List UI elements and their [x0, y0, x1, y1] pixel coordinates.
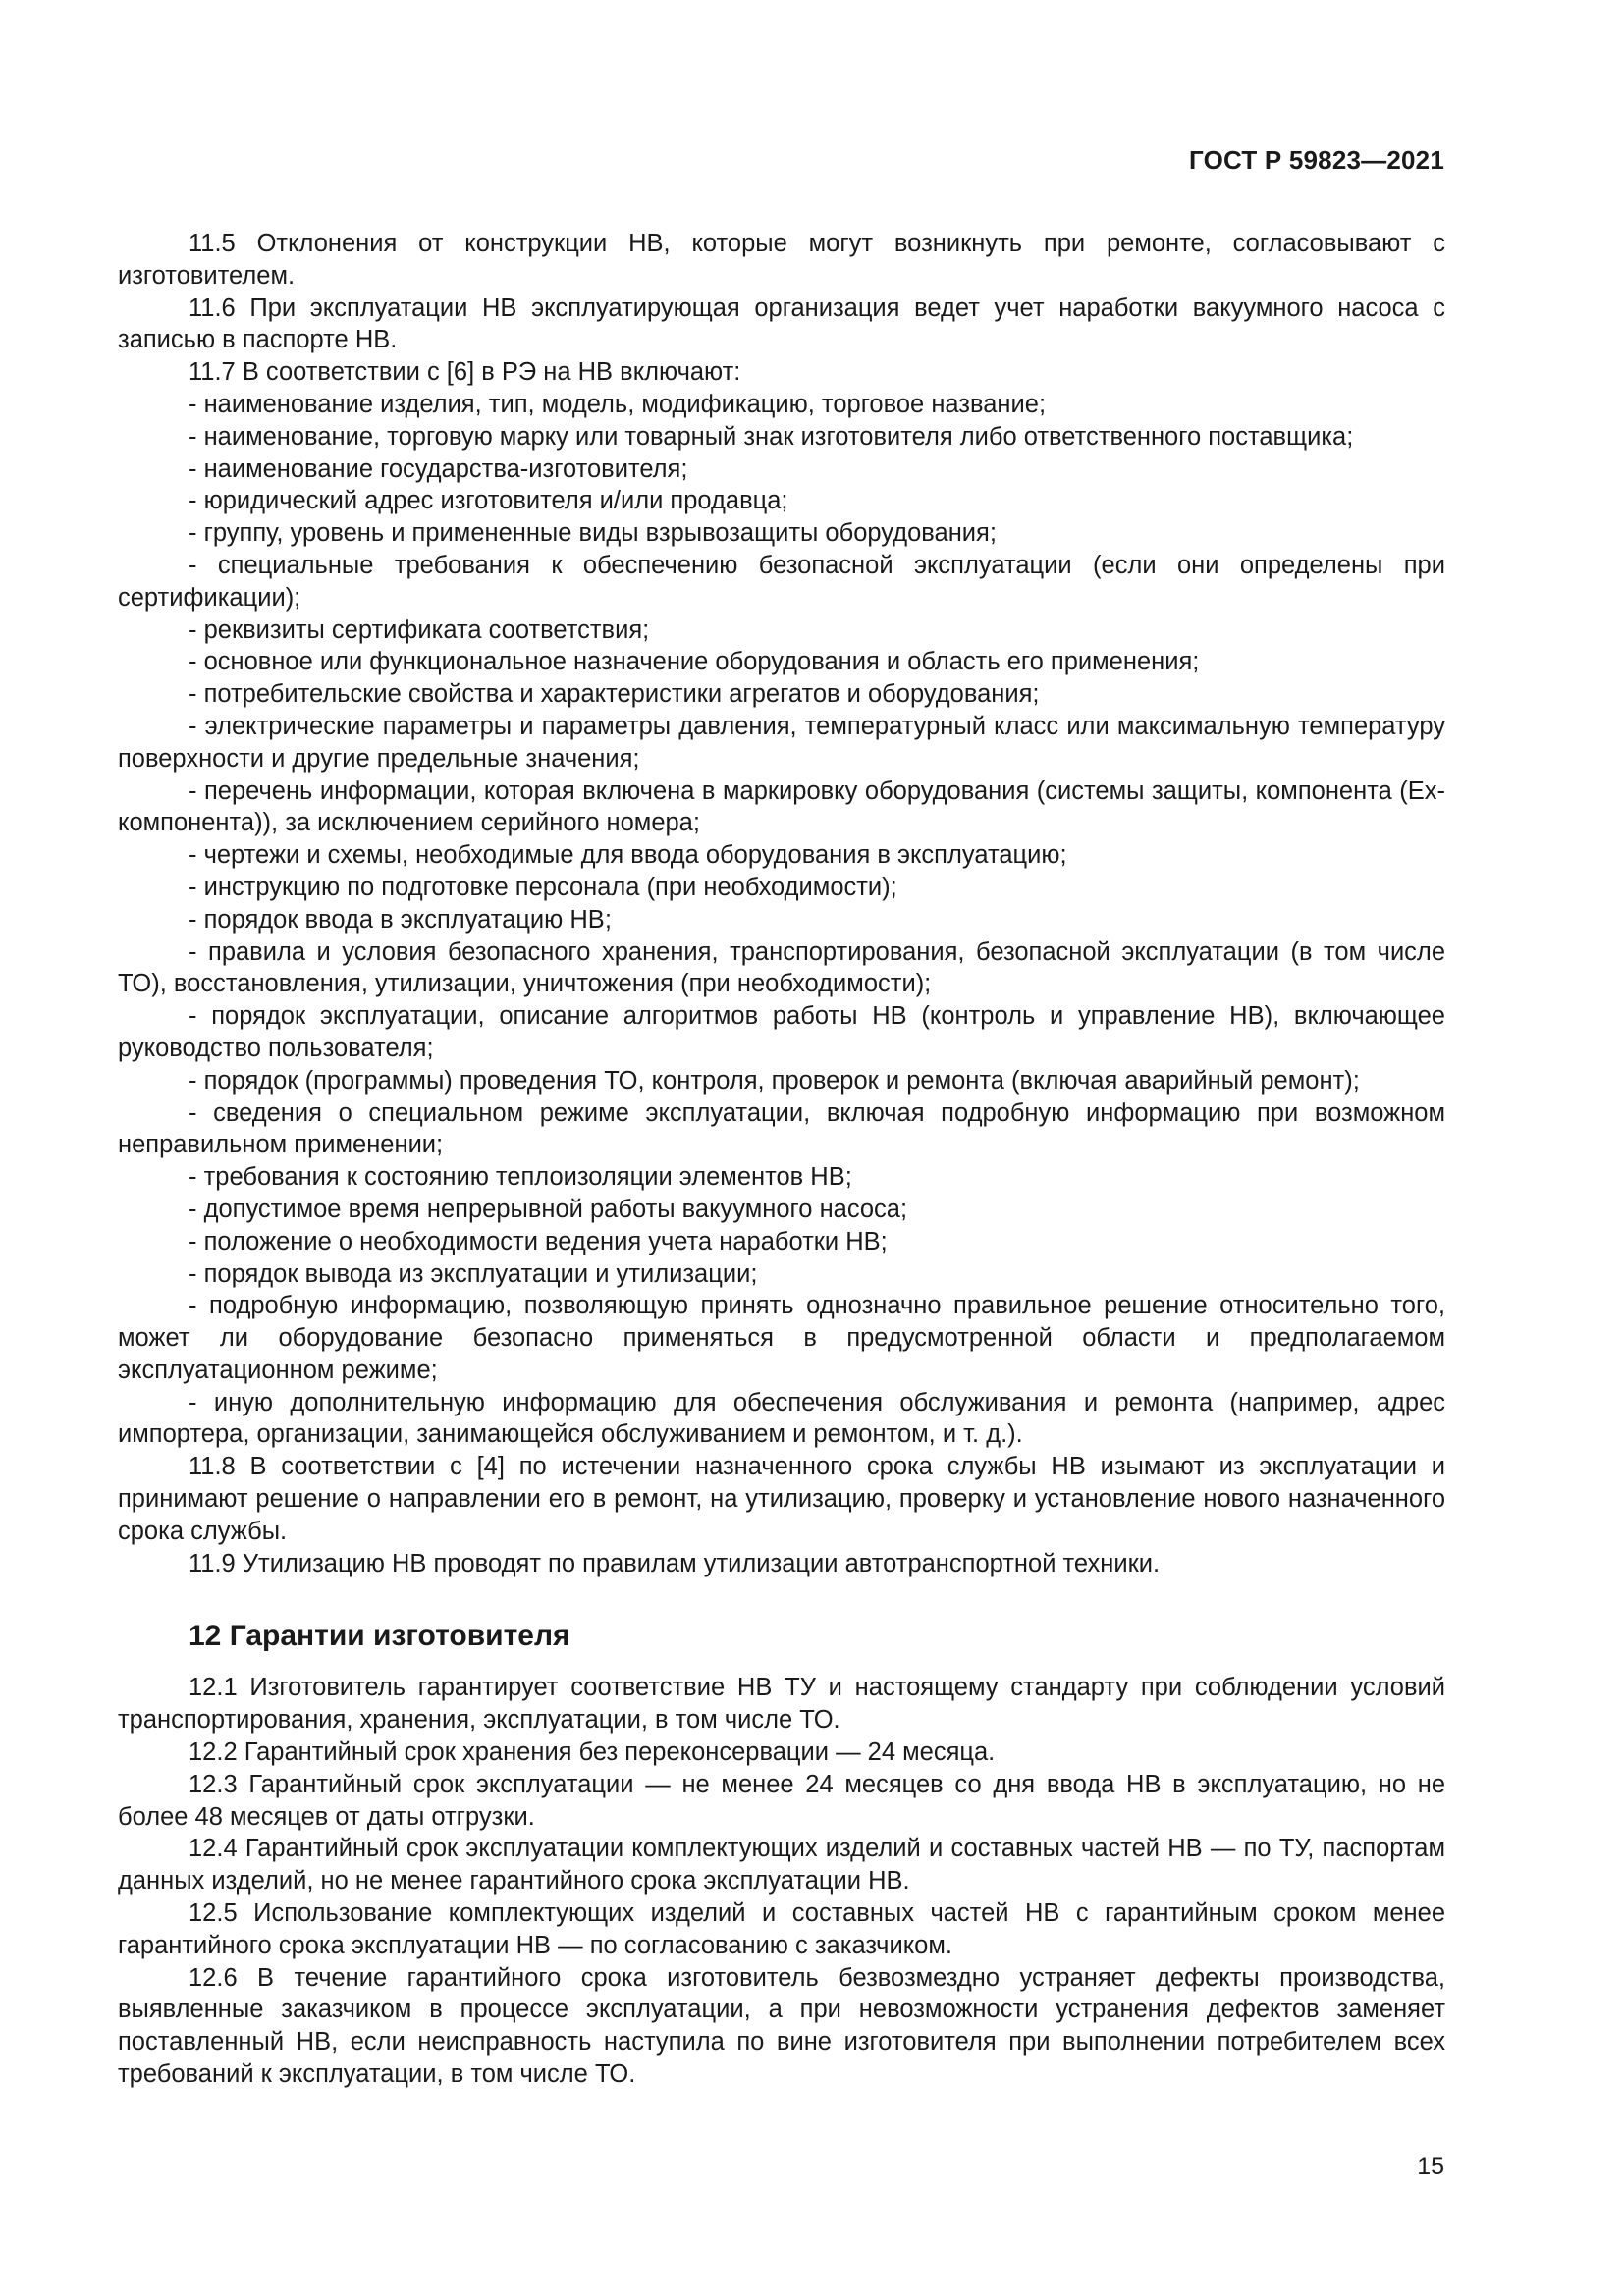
list-item: - юридический адрес изготовителя и/или продавца; [189, 487, 788, 515]
section-11-body [118, 228, 1445, 1579]
list-item: - положение о необходимости ведения учета наработки НВ; [189, 1227, 888, 1255]
list-item: - наименование государства-изготовителя; [189, 454, 688, 483]
paragraph-11-7: 11.7 В соответствии с [6] в РЭ на НВ включают: [189, 358, 741, 387]
list-item: - порядок вывода из эксплуатации и утилизации; [189, 1259, 758, 1288]
list-item: - электрические параметры и параметры давления, температурный класс или максимальную температуру поверхности и другие предельные значения; [118, 712, 1445, 773]
paragraph-12-2: 12.2 Гарантийный срок хранения без переконсервации — 24 месяца. [189, 1738, 996, 1767]
paragraph-11-6: 11.6 При эксплуатации НВ эксплуатирующая организация ведет учет наработки вакуумного насоса с записью в паспорте НВ. [118, 294, 1445, 354]
paragraph-12-3: 12.3 Гарантийный срок эксплуатации — не менее 24 месяцев со дня ввода НВ в эксплуатацию, но не более 48 месяцев от даты отгрузки. [118, 1770, 1445, 1831]
list-item: - наименование, торговую марку или товарный знак изготовителя либо ответственного поставщика; [189, 422, 1354, 451]
list-item: - правила и условия безопасного хранения, транспортирования, безопасной эксплуатации (в том числе ТО), восстановления, утилизации, уничтожения (при необходимости); [118, 937, 1445, 998]
page-number: 15 [1417, 2153, 1444, 2180]
list-item: - чертежи и схемы, необходимые для ввода оборудования в эксплуатацию; [189, 841, 1067, 870]
list-item: - иную дополнительную информацию для обеспечения обслуживания и ремонта (например, адрес импортера, организации, занимающейся обслуживанием и ремонтом, и т. д.). [118, 1388, 1445, 1449]
paragraph-12-4: 12.4 Гарантийный срок эксплуатации комплектующих изделий и составных частей НВ — по ТУ, паспортам данных изделий, но не менее гарантийного срока эксплуатации НВ. [118, 1835, 1445, 1896]
paragraph-12-6: 12.6 В течение гарантийного срока изготовитель безвозмездно устраняет дефекты производства, выявленные заказчиком в процессе эксплуатации, а при невозможности устранения дефектов заменяет поставленный НВ, если неисправность наступила по вине изготовителя при выполнении потребителем всех требований к эксплуатации, в том числе ТО. [118, 1963, 1445, 2089]
list-item: - группу, уровень и примененные виды взрывозащиты оборудования; [189, 519, 997, 548]
list-item: - реквизиты сертификата соответствия; [189, 615, 650, 644]
list-item: - основное или функциональное назначение оборудования и область его применения; [189, 648, 1200, 676]
section-12-body [118, 1672, 1445, 2090]
section-12-heading: 12 Гарантии изготовителя [189, 1620, 570, 1653]
list-item: - потребительские свойства и характеристики агрегатов и оборудования; [189, 680, 1040, 709]
paragraph-11-8: 11.8 В соответствии с [4] по истечении назначенного срока службы НВ изымают из эксплуатации и принимают решение о направлении его в ремонт, на утилизацию, проверку и установление нового назначенного срока службы. [118, 1453, 1445, 1545]
list-item: - сведения о специальном режиме эксплуатации, включая подробную информацию при возможном неправильном применении; [118, 1098, 1445, 1159]
list-item: - порядок (программы) проведения ТО, контроля, проверок и ремонта (включая аварийный ремонт); [189, 1066, 1360, 1095]
list-item: - порядок эксплуатации, описание алгоритмов работы НВ (контроль и управление НВ), включающее руководство пользователя; [118, 1002, 1445, 1062]
list-item: - перечень информации, которая включена в маркировку оборудования (системы защиты, компонента (Ех-компонента)), за исключением серийного номера; [118, 776, 1445, 837]
list-item: - инструкцию по подготовке персонала (при необходимости); [189, 873, 897, 901]
list-item: - наименование изделия, тип, модель, модификацию, торговое название; [189, 390, 1047, 418]
list-item: - требования к состоянию теплоизоляции элементов НВ; [189, 1163, 852, 1192]
list-item: - специальные требования к обеспечению безопасной эксплуатации (если они определены при сертификации); [118, 551, 1445, 612]
paragraph-11-9: 11.9 Утилизацию НВ проводят по правилам утилизации автотранспортной техники. [189, 1549, 1161, 1577]
paragraph-11-5: 11.5 Отклонения от конструкции НВ, которые могут возникнуть при ремонте, согласовывают с изготовителем. [118, 230, 1445, 290]
list-item: - порядок ввода в эксплуатацию НВ; [189, 905, 612, 934]
list-item: - допустимое время непрерывной работы вакуумного насоса; [189, 1195, 908, 1223]
page-content [118, 228, 1445, 2091]
paragraph-12-5: 12.5 Использование комплектующих изделий и составных частей НВ с гарантийным сроком менее гарантийного срока эксплуатации НВ — по согласованию с заказчиком. [118, 1899, 1445, 1959]
document-code-header: ГОСТ Р 59823—2021 [1189, 145, 1444, 175]
paragraph-12-1: 12.1 Изготовитель гарантирует соответствие НВ ТУ и настоящему стандарту при соблюдении условий транспортирования, хранения, эксплуатации, в том числе ТО. [118, 1674, 1445, 1735]
list-item: - подробную информацию, позволяющую принять однозначно правильное решение относительно того, может ли оборудование безопасно применяться в предусмотренной области и предполагаемом эксплуатационном режиме; [118, 1292, 1445, 1384]
